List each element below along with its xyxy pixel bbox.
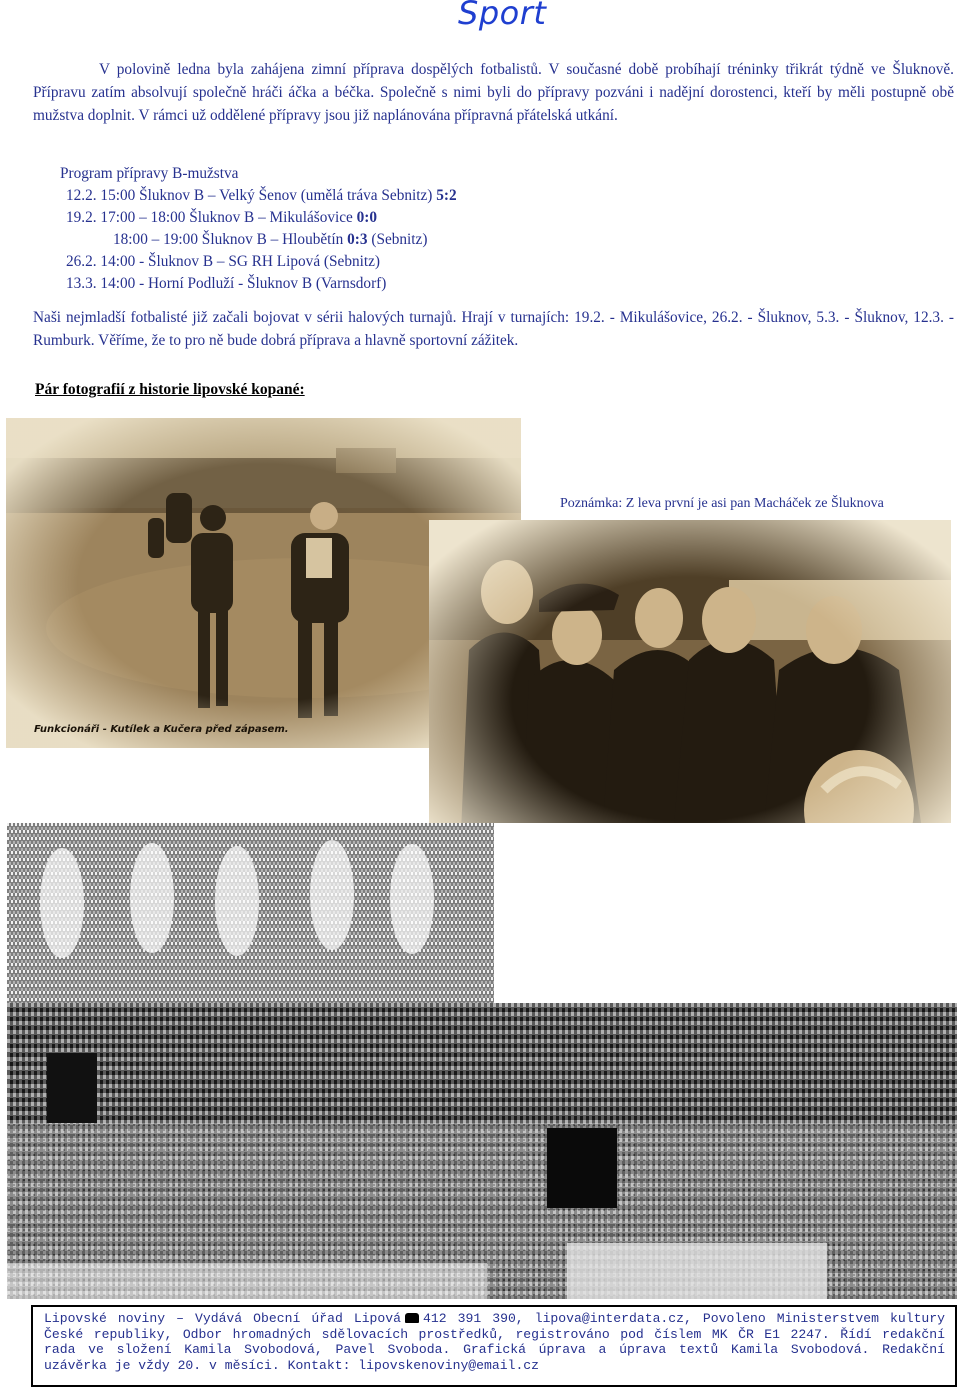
intro-paragraph: V polovině ledna byla zahájena zimní příprava dospělých fotbalistů. V současné době probíhají tréninky třikrát týdně ve Šluknově. Přípravu zatím absolvují společně hráči áčka a béčka. Společně s nimi byli do přípravy pozváni i nadějní dorostenci, kteří by měli postupně obě mužstva doplnit. V rámci už oddělené přípravy jsou již naplánována přípravná přátelská utkání.: [33, 61, 954, 124]
match-line: 12.2. 15:00 Šluknov B – Velký Šenov (umělá tráva Sebnitz) 5:2: [66, 187, 457, 204]
match-line: 18:00 – 19:00 Šluknov B – Hloubětín 0:3 (Sebnitz): [113, 231, 428, 248]
photo1-caption: Funkcionáři - Kutílek a Kučera před zápasem.: [34, 724, 289, 735]
photos-heading: Pár fotografií z historie lipovské kopané:: [35, 381, 305, 398]
footer-publisher: Lipovské noviny – Vydává Obecní úřad Lipová: [44, 1311, 401, 1326]
historical-photo-corrupted: [7, 823, 957, 1299]
page-title: Sport: [458, 0, 547, 32]
youth-paragraph: Naši nejmladší fotbalisté již začali bojovat v sérii halových turnajů. Hrají v turnajích: 19.2. - Mikulášovice, 26.2. - Šluknov, 5.3. - Šluknov, 12.3. - Rumburk. Věříme, že to pro ně bude dobrá příprava a hlavně sportovní zážitek.: [33, 309, 954, 349]
footer-details: 412 391 390, lipova@interdata.cz, Povoleno Ministerstvem kultury České republiky, Odbor hromadných sdělovacích prostředků, registrováno pod číslem MK ČR E1 2247. Řídí redakční rada ve složení Kamila Svobodová, Pavel Svoboda. Grafická úprava a úprava textů Kamila Svobodová. Redakční uzávěrka je vždy 20. v měsíci. Kontakt: lipovskenoviny@email.cz: [44, 1311, 945, 1373]
corrupted-photo-image: [7, 823, 957, 1299]
match-line: 13.3. 14:00 - Horní Podluží - Šluknov B (Varnsdorf): [66, 275, 387, 292]
match-line: 26.2. 14:00 - Šluknov B – SG RH Lipová (Sebnitz): [66, 253, 381, 270]
footer-imprint: [31, 1305, 957, 1387]
program-title: Program přípravy B-mužstva: [60, 165, 239, 182]
phone-icon: [405, 1313, 419, 1323]
photo2-note: Poznámka: Z leva první je asi pan Macháček ze Šluknova: [560, 496, 884, 511]
match-line: 19.2. 17:00 – 18:00 Šluknov B – Mikulášovice 0:0: [66, 209, 378, 226]
